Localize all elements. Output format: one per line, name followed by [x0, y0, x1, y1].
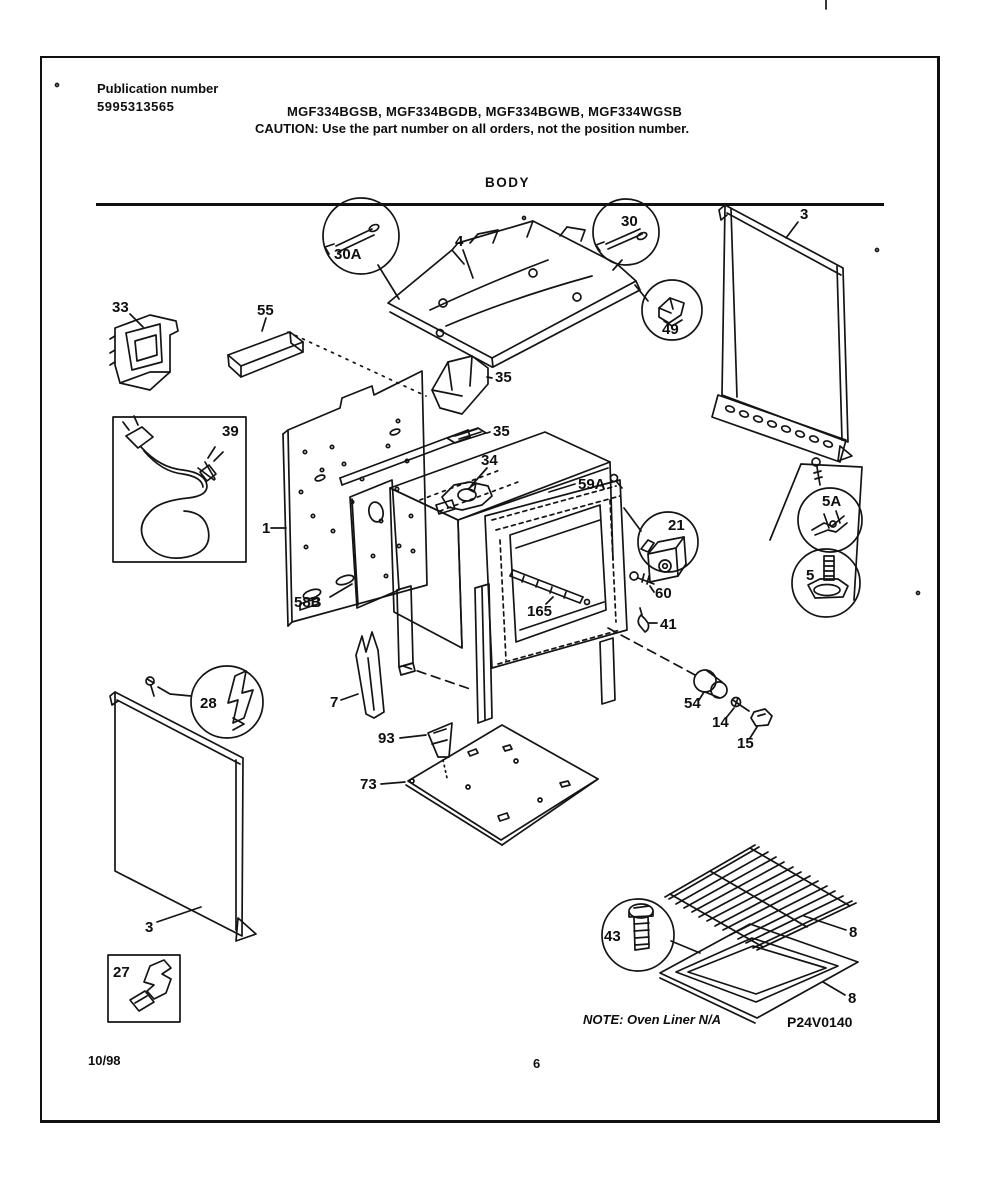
bracket-part-33 [110, 299, 178, 390]
part-label-59a: 59A [578, 476, 606, 493]
footer-date: 10/98 [88, 1053, 121, 1068]
vent-duct-part-35-upper [432, 356, 512, 414]
clip-box-27 [108, 955, 180, 1022]
drawing-number: P24V0140 [787, 1014, 853, 1030]
part-label-5: 5 [806, 567, 815, 584]
part-label-93: 93 [378, 730, 395, 747]
callout-5 [792, 549, 860, 617]
panel-73-holes [410, 745, 570, 821]
part-label-7: 7 [330, 694, 339, 711]
caution-line: CAUTION: Use the part number on all orders, not the position number. [255, 121, 690, 136]
part-label-39: 39 [222, 423, 239, 440]
section-title: BODY [485, 175, 531, 190]
part-label-3-right: 3 [800, 206, 809, 223]
front-rail [340, 430, 470, 485]
callout-5a [798, 488, 862, 552]
part-label-165: 165 [527, 603, 553, 620]
scan-marks [56, 0, 920, 595]
part-label-33: 33 [112, 299, 129, 316]
cap-part-15 [737, 709, 772, 752]
part-label-49: 49 [662, 321, 679, 338]
right-side-panel-part-3 [712, 205, 852, 462]
callout-30a [323, 198, 399, 299]
part-label-14: 14 [712, 714, 729, 731]
spacer-part-54 [684, 670, 727, 712]
footer-page-number: 6 [533, 1056, 541, 1071]
part-label-1: 1 [262, 520, 271, 537]
bracket-part-7 [330, 632, 384, 718]
oven-liner-note: NOTE: Oven Liner N/A [583, 1012, 721, 1027]
bracket-part-93 [378, 723, 452, 778]
callout-43 [602, 899, 700, 971]
part-label-8-rack: 8 [849, 924, 858, 941]
publication-label: Publication number [97, 81, 219, 96]
part-label-35-upper: 35 [495, 369, 512, 386]
part-label-73: 73 [360, 776, 377, 793]
part-label-35-lower: 35 [493, 423, 510, 440]
part-label-4: 4 [455, 233, 464, 250]
bracket-part-34 [436, 452, 498, 514]
part-label-43: 43 [604, 928, 621, 945]
part-label-54: 54 [684, 695, 701, 712]
callout-28 [158, 666, 263, 738]
part-label-8-liner: 8 [848, 990, 857, 1007]
bottom-panel-part-73 [360, 725, 598, 845]
model-numbers: MGF334BGSB, MGF334BGDB, MGF334BGWB, MGF334WGSB [287, 104, 683, 119]
construction-lines [288, 332, 695, 690]
oven-rack-part-8 [665, 845, 857, 950]
callout-30 [593, 199, 659, 270]
leveling-leg-group [770, 458, 862, 617]
power-cord-icon [123, 416, 223, 558]
part-label-15: 15 [737, 735, 754, 752]
part-label-27: 27 [113, 964, 130, 981]
part-label-41: 41 [660, 616, 677, 633]
screw-part-14 [712, 698, 749, 732]
screw-part-60 [630, 572, 672, 602]
screw-icon [629, 904, 653, 950]
part-label-58b: 58B [294, 594, 322, 611]
part-label-30: 30 [621, 213, 638, 230]
callout-49 [635, 280, 702, 340]
part-label-3-left: 3 [145, 919, 154, 936]
part-label-5a: 5A [822, 493, 842, 510]
strip-part-165 [510, 570, 590, 620]
vent-grille-part-35-lower [447, 423, 510, 443]
clip-part-41 [638, 608, 676, 633]
part-label-30a: 30A [334, 246, 362, 263]
power-cord-box-39 [113, 416, 246, 562]
callout-21 [624, 508, 698, 582]
part-label-34: 34 [481, 452, 498, 469]
part-label-55: 55 [257, 302, 274, 319]
part-label-21: 21 [668, 517, 685, 534]
part-label-60: 60 [655, 585, 672, 602]
part-label-28: 28 [200, 695, 217, 712]
bar-part-55 [228, 302, 303, 377]
oven-cavity-assembly [390, 432, 627, 723]
oven-liner-part-8 [660, 924, 858, 1023]
publication-number: 5995313565 [97, 99, 175, 114]
